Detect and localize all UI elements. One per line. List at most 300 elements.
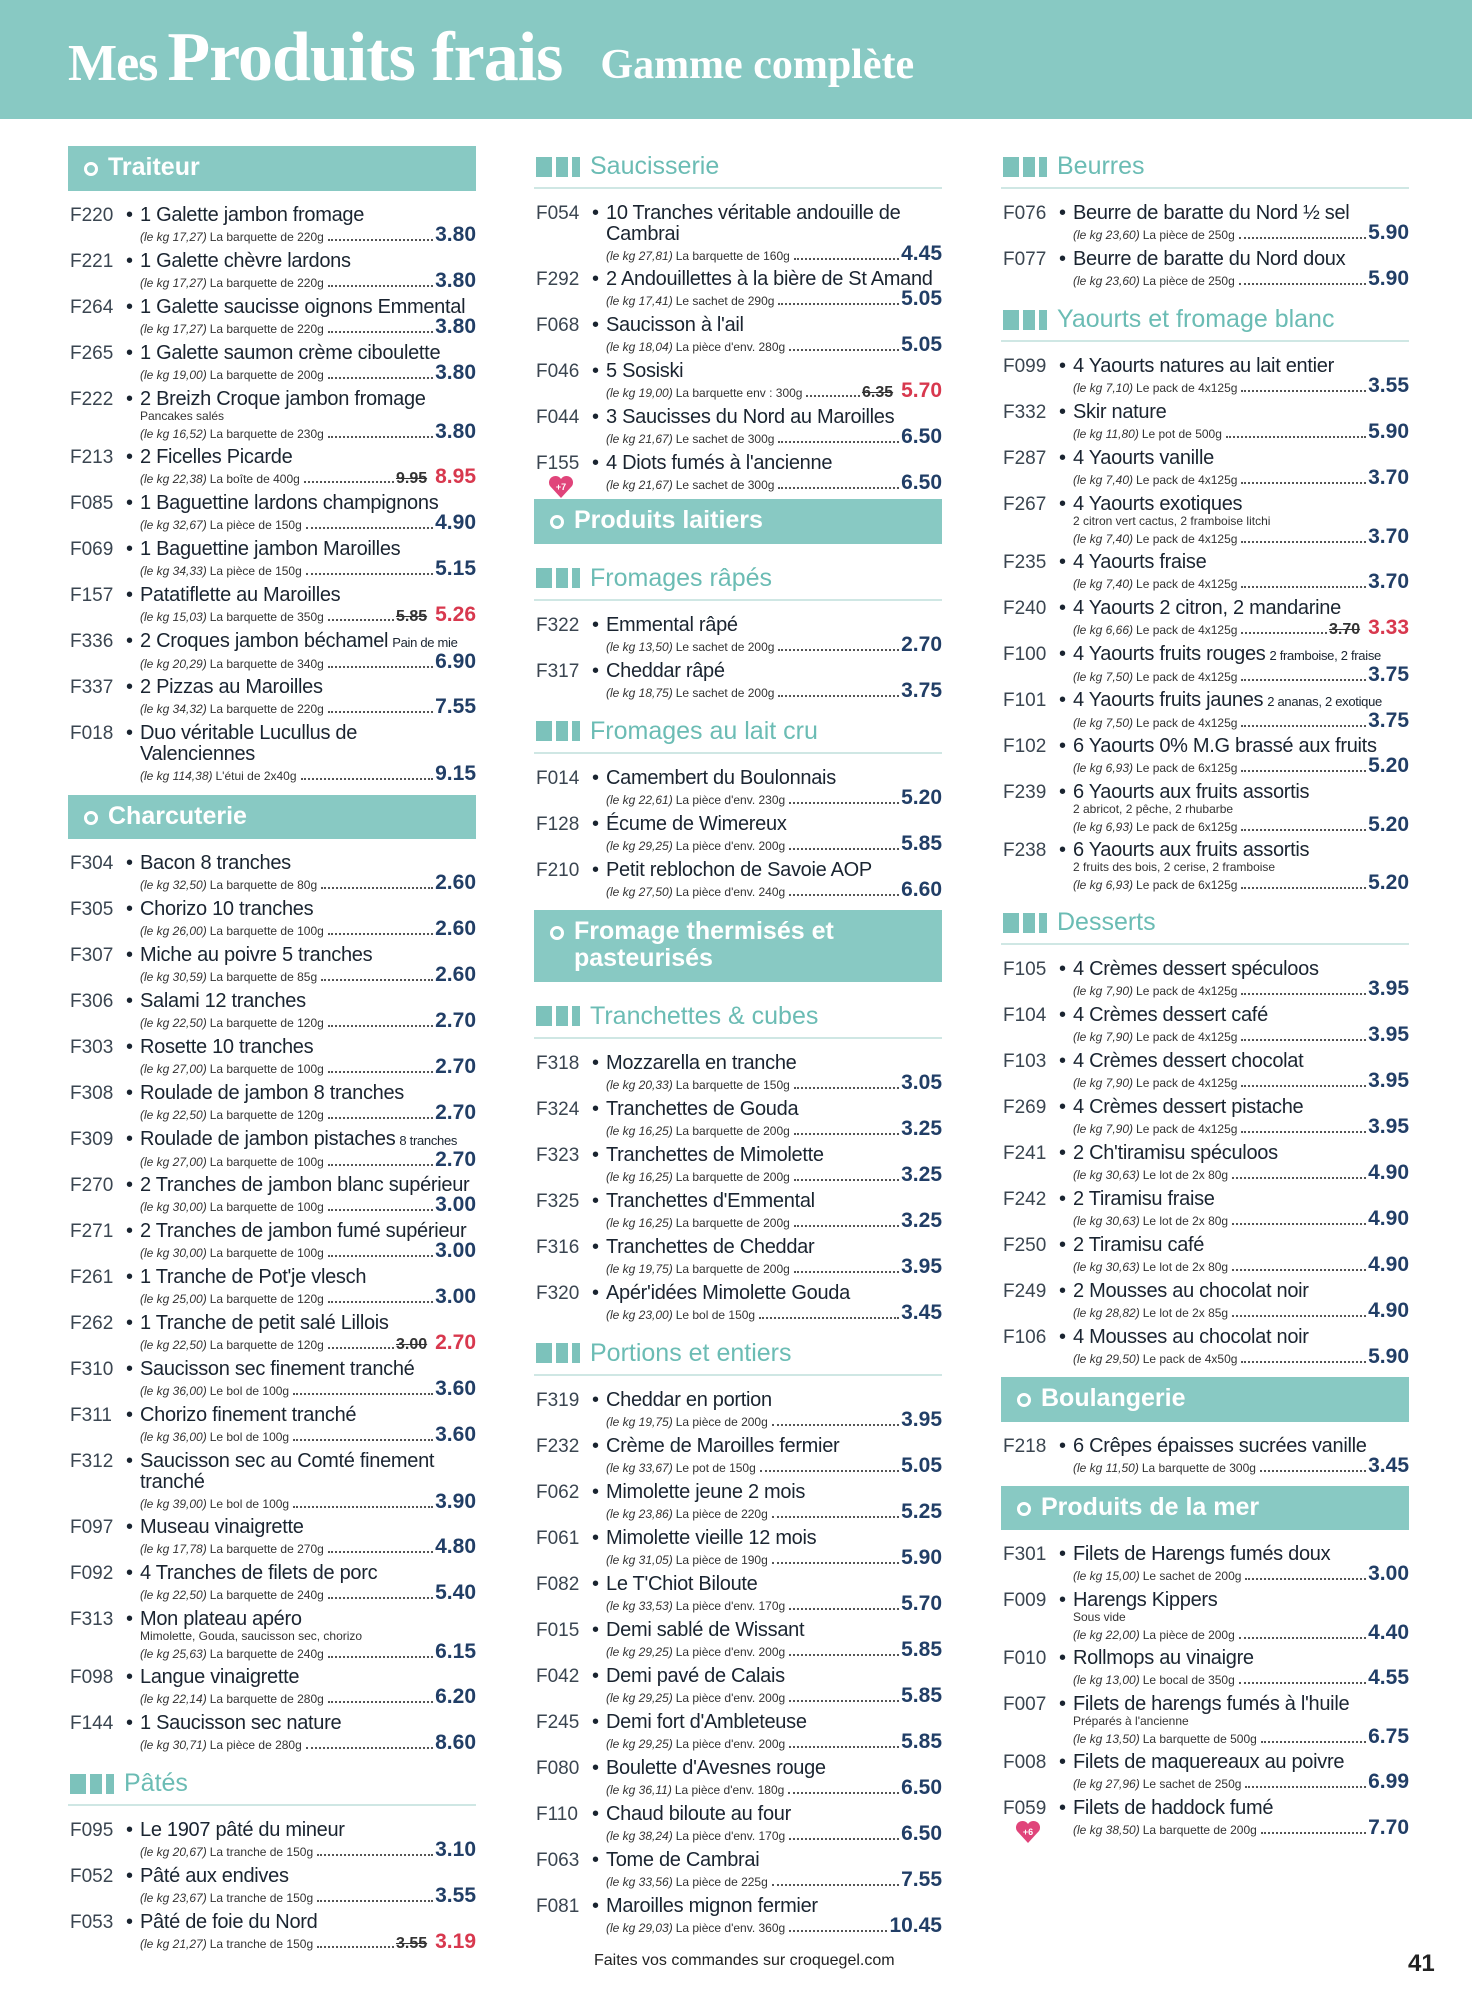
package-info: Le pack de 4x125g [1136,1030,1238,1044]
section-header-fromage-thermises: Fromage thermisés et pasteurisés [534,910,942,982]
list-item [68,1175,476,1215]
column-1 [68,146,476,1958]
dotted-leader [1241,1131,1366,1133]
dotted-leader [321,887,433,889]
price-per-kg: (le kg 32,50) [140,878,207,892]
price: 5.05 [901,333,942,356]
price: 3.95 [1368,977,1409,1000]
product-name [1073,1235,1409,1256]
list-item [68,677,476,717]
price-per-kg: (le kg 23,86) [606,1506,673,1521]
product-code: F271 [70,1221,114,1242]
dotted-leader [1245,1786,1366,1788]
price-per-kg: (le kg 18,75) [606,685,673,700]
product-code: F301 [1003,1544,1047,1565]
product-name-text: Filets de Harengs fumés doux [1073,1543,1331,1565]
dotted-leader [293,1439,433,1441]
product-details [1073,1816,1409,1839]
list-item [534,1099,942,1139]
product-name [1073,1189,1409,1210]
price: 6.60 [901,877,942,901]
bars-icon [536,568,584,588]
dotted-leader [328,1701,433,1703]
product-details [1073,1115,1409,1138]
package-info: La barquette de 100g [209,1155,324,1169]
dotted-leader [1261,1741,1366,1743]
list-item [534,860,942,900]
package-info: La barquette de 80g [209,878,318,892]
product-name-text: Demi sablé de Wissant [606,1618,805,1641]
price: 3.70 [1368,466,1409,489]
price: 2.60 [435,917,476,940]
dotted-leader [778,695,899,697]
subsection-header-pates: Pâtés [68,1763,476,1806]
list-item [534,1758,942,1798]
product-name-text: Demi fort d'Ambleteuse [606,1710,807,1733]
product-code: F009 [1003,1590,1047,1611]
package-info: Le lot de 2x 85g [1142,1306,1229,1320]
dotted-leader [328,1071,433,1073]
dotted-leader [304,481,394,483]
dotted-leader [789,1608,899,1610]
product-name-text: 4 Crèmes dessert café [1073,1004,1268,1026]
package-info: La barquette env : 300g [675,386,803,400]
product-name-text: Mon plateau apéro [140,1608,302,1630]
product-details [140,871,476,894]
dotted-leader [328,1209,433,1211]
product-name-text: 2 Tranches de jambon fumé supérieur [140,1220,467,1242]
product-name-text: Tranchettes de Gouda [606,1097,799,1120]
price-per-kg: (le kg 25,00) [140,1292,207,1306]
price: 4.45 [901,242,942,265]
product-name [140,493,476,514]
dotted-leader [293,1506,433,1508]
price-per-kg: (le kg 17,41) [606,294,673,308]
package-info: Le sachet de 200g [1142,1569,1242,1583]
product-details [1073,1253,1409,1276]
product-code: F097 [70,1517,114,1538]
product-code: F059 [1003,1798,1047,1819]
package-info: La pièce de 250g [1142,274,1235,288]
list-item [534,615,942,655]
product-name-text: 6 Yaourts aux fruits assortis [1073,781,1310,803]
product-code: F303 [70,1037,114,1058]
product-name [140,1563,476,1584]
dotted-leader [328,1551,433,1553]
list-item [68,853,476,893]
product-code: F101 [1003,690,1047,711]
dotted-leader [806,395,860,397]
price-per-kg: (le kg 23,60) [1073,274,1140,288]
dotted-leader [788,1792,899,1794]
dotted-leader [772,1884,899,1886]
subsection-header-tranchettes: Tranchettes & cubes [534,996,942,1039]
dotted-leader [301,778,434,780]
dotted-leader [772,1424,899,1426]
dotted-leader [1241,1039,1366,1041]
product-details [1073,1453,1409,1477]
product-details [140,1884,476,1907]
dotted-leader [794,1225,899,1227]
product-name-text: Emmental râpé [606,613,738,636]
product-name-text: 4 Yaourts natures au lait entier [1073,355,1334,377]
product-name-text: 2 Mousses au chocolat noir [1073,1280,1309,1302]
product-name [140,991,476,1012]
product-code: F010 [1003,1648,1047,1669]
product-details [1073,267,1409,290]
price: 5.20 [901,785,942,809]
product-description: Pancakes salés [140,408,225,423]
product-name-text: 6 Yaourts 0% M.G brassé aux fruits [1073,735,1377,757]
dotted-leader [1232,1269,1366,1271]
price: 3.70 [1368,525,1409,548]
list-item [68,493,476,533]
list-item [534,1528,942,1568]
price-per-kg: (le kg 22,61) [606,792,673,807]
price-per-kg: (le kg 29,25) [606,838,673,853]
product-details [140,1490,476,1513]
product-code: F102 [1003,736,1047,757]
product-name [606,1620,942,1641]
product-details [606,1070,942,1094]
list-pates [68,1820,476,1952]
price: 2.70 [435,1101,476,1124]
list-item [534,361,942,401]
product-name-text: 1 Baguettine lardons champignons [140,491,439,514]
dotted-leader [306,573,433,575]
product-name [606,615,942,636]
price-per-kg: (le kg 36,00) [140,1384,207,1398]
product-details [140,510,476,534]
product-name [140,1267,476,1288]
price-per-kg: (le kg 22,38) [140,471,207,486]
product-name-text: 4 Mousses au chocolat noir [1073,1326,1309,1348]
product-name-text: 1 Saucisson sec nature [140,1712,342,1734]
price: 3.80 [435,360,476,384]
price-per-kg: (le kg 20,33) [606,1077,673,1092]
dotted-leader [1241,632,1327,634]
price: 3.10 [435,1838,476,1861]
product-name [140,1313,476,1334]
price: 5.90 [1368,267,1409,290]
price: 5.90 [901,1545,942,1569]
product-code: F324 [536,1098,580,1120]
dotted-leader [1241,829,1366,831]
list-traiteur [68,205,476,783]
price-per-kg: (le kg 13,50) [1073,1732,1140,1746]
list-lait-cru [534,768,942,900]
list-item [1001,1235,1409,1275]
product-note: 2 ananas, 2 exotique [1267,694,1382,709]
price: 5.20 [1368,754,1409,777]
product-name-text: 4 Yaourts vanille [1073,447,1214,469]
list-item [534,768,942,808]
product-details [140,1640,476,1663]
product-name-text: 4 Yaourts fruits jaunes [1073,689,1264,711]
product-code: F238 [1003,840,1047,861]
price-per-kg: (le kg 29,25) [606,1736,673,1751]
product-name [1073,644,1409,666]
product-name [140,1037,476,1058]
product-name-text: Saucisson à l'ail [606,314,744,336]
package-info: La boîte de 400g [209,471,300,486]
product-name-text: 5 Sosiski [606,360,684,382]
product-details [606,1208,942,1232]
product-name [606,1191,942,1212]
price-per-kg: (le kg 6,93) [1073,761,1134,775]
price: 3.60 [435,1377,476,1400]
package-info: La barquette de 220g [209,229,324,244]
product-name-text: Filets de harengs fumés à l'huile [1073,1693,1350,1715]
product-details [1073,1345,1409,1368]
product-name [140,723,476,765]
price-per-kg: (le kg 7,90) [1073,1030,1134,1044]
price: 3.95 [1368,1069,1409,1092]
product-name [140,1083,476,1104]
product-name [140,1175,476,1196]
product-name [1073,1798,1409,1819]
dotted-leader [328,377,433,379]
bars-icon [536,1006,584,1026]
product-code: F320 [536,1282,580,1304]
product-name-text: Museau vinaigrette [140,1516,304,1538]
product-name [1073,1051,1409,1072]
dotted-leader [794,1179,899,1181]
product-code: F103 [1003,1051,1047,1072]
product-code: F308 [70,1083,114,1104]
product-details [606,877,942,901]
list-item [68,945,476,985]
list-item [68,1563,476,1603]
dotted-leader [1241,993,1366,995]
svg-text:+7: +7 [555,482,567,492]
product-details [1073,616,1409,639]
product-name-text: 6 Crêpes épaisses sucrées vanille [1073,1434,1367,1457]
list-item [1001,1798,1409,1838]
price-per-kg: (le kg 33,67) [606,1460,673,1475]
price: 5.40 [435,1581,476,1604]
product-code: F210 [536,859,580,881]
list-item [68,1267,476,1307]
bars-icon [536,157,584,177]
old-price: 9.95 [395,469,428,487]
price: 7.55 [901,1867,942,1891]
subsection-header-fromages-rapes: Fromages râpés [534,558,942,601]
package-info: La barquette de 220g [209,275,324,290]
product-name-text: Pâté aux endives [140,1865,289,1887]
product-name [1073,1005,1409,1026]
product-name [606,814,942,835]
price-per-kg: (le kg 28,82) [1073,1306,1140,1320]
product-name-text: 2 Ficelles Picarde [140,445,293,468]
product-details [606,425,942,448]
price: 5.85 [901,1683,942,1707]
dotted-leader [1239,237,1366,239]
product-name-text: Mimolette jeune 2 mois [606,1480,806,1503]
product-code: F062 [536,1481,580,1503]
price: 3.95 [901,1254,942,1278]
price: 7.55 [435,694,476,718]
product-code: F077 [1003,249,1047,270]
product-details [1073,663,1409,686]
product-name [606,1145,942,1166]
heart-badge-icon [1015,1820,1041,1844]
package-info: L'étui de 2x40g [215,768,297,783]
dotted-leader [328,711,433,713]
package-info: La tranche de 150g [209,1891,314,1905]
price: 5.90 [1368,1345,1409,1368]
product-name [140,1221,476,1242]
product-details [140,1535,476,1558]
product-details [140,314,476,338]
list-item [68,1866,476,1906]
product-name [1073,1694,1409,1715]
product-details [140,1331,476,1354]
product-name-text: Cheddar en portion [606,1388,772,1411]
product-name [606,661,942,682]
package-info: Le pack de 4x125g [1136,381,1238,395]
package-info: Le sachet de 300g [675,432,775,446]
product-details [140,1009,476,1032]
list-item [534,453,942,493]
package-info: Le bocal de 350g [1142,1673,1235,1687]
list-item [534,1482,942,1522]
package-info: Le sachet de 200g [675,639,775,654]
price-per-kg: (le kg 31,05) [606,1552,673,1567]
product-code: F221 [70,250,114,272]
price: 3.75 [1368,663,1409,686]
price-per-kg: (le kg 38,50) [1073,1823,1140,1837]
price-per-kg: (le kg 38,24) [606,1828,673,1843]
product-name-text: 6 Yaourts aux fruits assortis [1073,839,1310,861]
price: 3.05 [901,1070,942,1094]
price: 6.50 [901,1775,942,1799]
product-name-text: 2 Tranches de jambon blanc supérieur [140,1174,470,1196]
product-name-text: Saucisson sec finement tranché [140,1358,415,1380]
package-info: Le pack de 6x125g [1136,761,1238,775]
product-name [1073,203,1409,224]
package-info: La barquette de 240g [209,1588,324,1602]
price-per-kg: (le kg 30,63) [1073,1214,1140,1228]
dotted-leader [794,1087,899,1089]
product-name-text: 2 Pizzas au Maroilles [140,675,323,698]
dotted-leader [317,1900,433,1902]
product-name-text: Apér'idées Mimolette Gouda [606,1281,850,1304]
product-name-text: Saucisson sec au Comté finement tranché [140,1450,435,1493]
product-name-text: 3 Saucisses du Nord au Maroilles [606,406,895,428]
list-item [68,1313,476,1353]
dotted-leader [789,1746,899,1748]
list-item [68,251,476,291]
price-per-kg: (le kg 6,93) [1073,878,1134,892]
product-code: F105 [1003,959,1047,980]
list-item [534,1436,942,1476]
product-name [606,361,942,382]
price-per-kg: (le kg 22,00) [1073,1628,1140,1642]
banner-title: Produits frais [167,19,563,96]
price-per-kg: (le kg 15,00) [1073,1569,1140,1583]
product-code: F061 [536,1527,580,1549]
product-details [1073,1725,1409,1748]
product-details [606,1254,942,1278]
price: 2.70 [901,632,942,656]
product-name [140,677,476,698]
price: 2.70 [435,1055,476,1078]
product-name-text: Maroilles mignon fermier [606,1894,818,1917]
price: 2.70 [435,1009,476,1032]
product-code: F044 [536,407,580,428]
product-note: 2 framboise, 2 fraise [1269,648,1381,663]
list-item [68,389,476,441]
list-item [534,1666,942,1706]
product-name [1073,1436,1409,1457]
dotted-leader [1241,586,1366,588]
list-item [534,1191,942,1231]
price-per-kg: (le kg 6,93) [1073,820,1134,834]
list-item [68,447,476,487]
product-code: F292 [536,269,580,290]
list-item [1001,1281,1409,1321]
package-info: Le bol de 100g [209,1384,290,1398]
product-name-text: 2 Tiramisu fraise [1073,1188,1215,1210]
product-name-text: Beurre de baratte du Nord doux [1073,248,1346,270]
list-produits-de-la-mer [1001,1544,1409,1838]
product-details [140,1581,476,1604]
list-item [534,1053,942,1093]
list-desserts [1001,959,1409,1367]
product-details [140,1423,476,1446]
product-code: F076 [1003,203,1047,224]
price-per-kg: (le kg 22,50) [140,1338,207,1352]
product-details [606,333,942,356]
package-info: Le pack de 6x125g [1136,820,1238,834]
dotted-leader [759,1317,899,1319]
product-description: Sous vide [1073,1610,1126,1624]
dotted-leader [1232,1315,1366,1317]
product-code: F332 [1003,402,1047,423]
package-info: La pièce d'env. 200g [675,838,786,853]
price-per-kg: (le kg 27,50) [606,884,673,899]
product-name [1073,840,1409,861]
product-details [1073,813,1409,836]
list-item [68,539,476,579]
product-name-text: 2 Breizh Croque jambon fromage [140,387,426,410]
circle-icon [84,162,98,176]
subsection-header-saucisserie: Saucisserie [534,146,942,189]
product-name-text: Le T'Chiot Biloute [606,1572,758,1595]
dotted-leader [328,1117,433,1119]
list-item [534,203,942,263]
list-item [68,343,476,383]
product-name-text: 1 Galette chèvre lardons [140,249,351,272]
product-name [606,1482,942,1503]
product-details [140,694,476,718]
dotted-leader [328,1597,433,1599]
price: 4.90 [1368,1161,1409,1184]
old-price: 3.00 [395,1336,428,1353]
price: 3.33 [1368,616,1409,639]
package-info: La barquette de 240g [209,1647,324,1661]
product-details [140,1148,476,1171]
price-per-kg: (le kg 32,67) [140,517,207,532]
price: 3.45 [901,1300,942,1324]
product-code: F015 [536,1619,580,1641]
product-name-text: Petit reblochon de Savoie AOP [606,858,872,881]
product-name-text: Roulade de jambon pistaches [140,1128,396,1150]
dotted-leader [789,1930,887,1932]
list-item [1001,203,1409,243]
price-per-kg: (le kg 16,25) [606,1215,673,1230]
